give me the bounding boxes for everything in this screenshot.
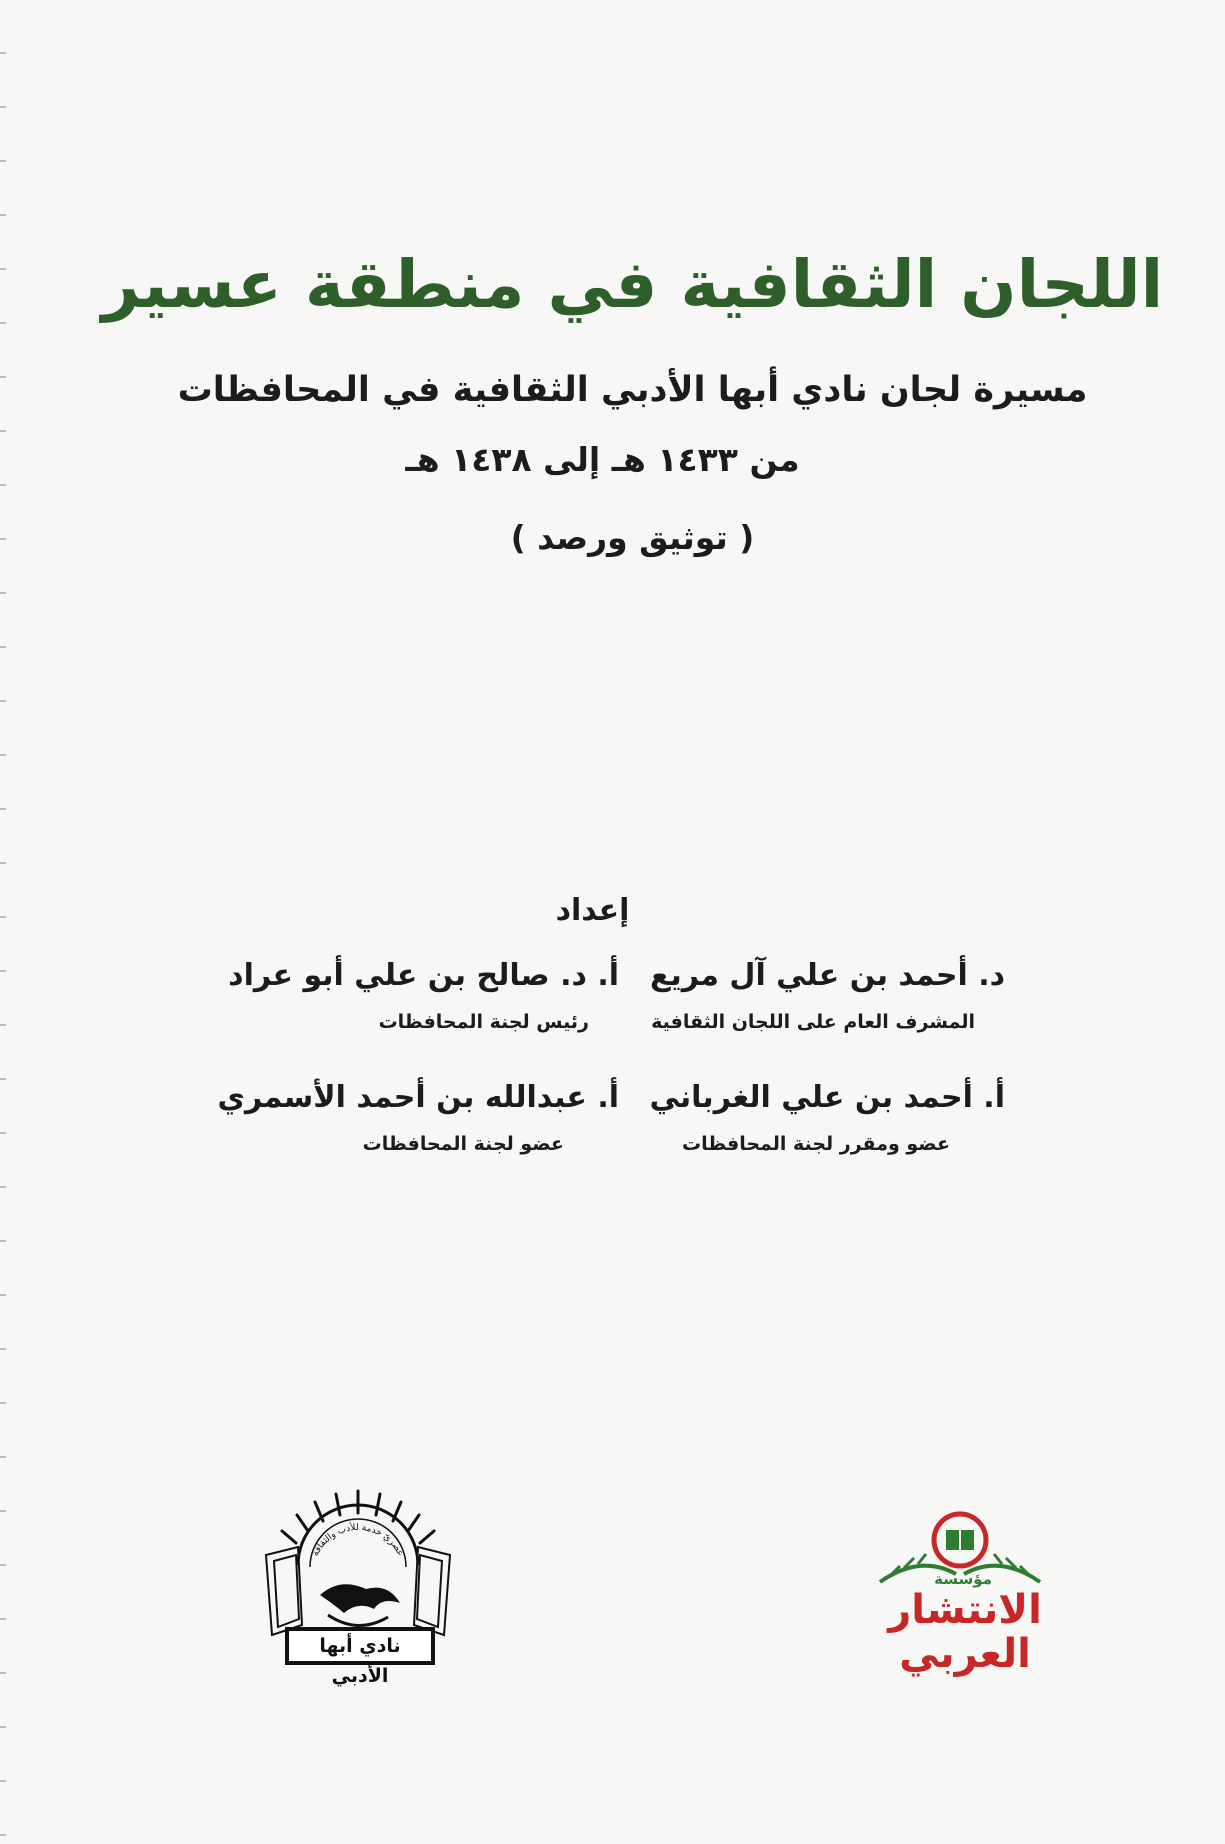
- publisher-label-small: مؤسسة: [934, 1570, 992, 1588]
- author-block: [199, 958, 619, 1033]
- author-name: أ. د. صالح بن علي أبو عراد: [228, 958, 619, 993]
- author-block: [585, 1080, 1005, 1155]
- club-label: نادي أبها الأدبي: [285, 1627, 435, 1665]
- book-title: اللجان الثقافية في منطقة عسير: [101, 246, 1164, 323]
- author-role: عضو ومقرر لجنة المحافظات: [682, 1133, 950, 1155]
- prepared-by-label: إعداد: [555, 893, 630, 928]
- author-role: رئيس لجنة المحافظات: [378, 1011, 589, 1033]
- author-block: [199, 1080, 619, 1155]
- publisher-name: الانتشار العربي: [888, 1587, 1042, 1677]
- date-range: من ١٤٣٣ هـ إلى ١٤٣٨ هـ: [405, 440, 800, 479]
- author-block: [585, 958, 1005, 1033]
- author-role: عضو لجنة المحافظات: [362, 1133, 564, 1155]
- author-name: أ. عبدالله بن أحمد الأسمري: [217, 1080, 619, 1115]
- author-name: أ. أحمد بن علي الغرباني: [649, 1080, 1005, 1115]
- club-arc-text: عصريّ خدمة للأدب والثقافة: [310, 1522, 406, 1558]
- book-subtitle: مسيرة لجان نادي أبها الأدبي الثقافية في المحافظات: [177, 370, 1088, 410]
- author-name: د. أحمد بن علي آل مريع: [649, 958, 1005, 993]
- author-role: المشرف العام على اللجان الثقافية: [651, 1011, 975, 1033]
- documentation-note: ( توثيق ورصد ): [510, 518, 755, 557]
- svg-text:عصريّ خدمة للأدب والثقافة: [311, 1521, 406, 1558]
